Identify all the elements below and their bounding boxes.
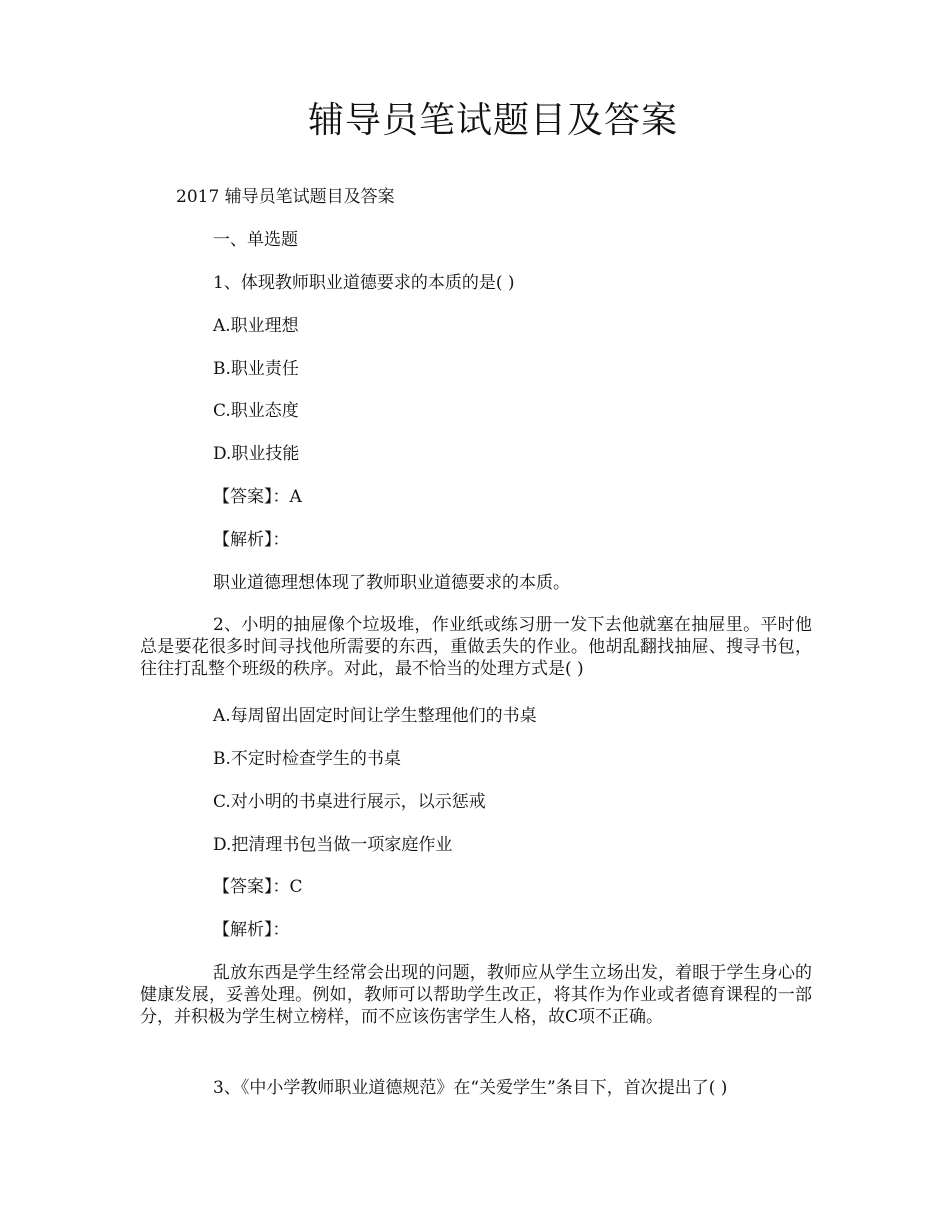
question-2-option-b: B.不定时检查学生的书桌 (213, 749, 401, 769)
question-1-analysis-label: 【解析】： (213, 530, 290, 550)
question-2-analysis-label: 【解析】： (213, 920, 290, 940)
question-2-option-d: D.把清理书包当做一项家庭作业 (213, 835, 453, 855)
question-1-answer: 【答案】：A (213, 487, 302, 507)
question-1-stem: 1、体现教师职业道德要求的本质的是( ) (213, 273, 515, 293)
question-2-analysis: 乱放东西是学生经常会出现的问题，教师应从学生立场出发，着眼于学生身心的健康发展，妥善处理。例如，教师可以帮助学生改正，将其作为作业或者德育课程的一部分，并积极为学生树立榜样，而不应该伤害学生人格，故C项不正确。 (140, 963, 812, 1027)
question-2-option-a: A.每周留出固定时间让学生整理他们的书桌 (213, 706, 537, 726)
section-heading: 一、单选题 (213, 230, 298, 250)
question-1-analysis: 职业道德理想体现了教师职业道德要求的本质。 (213, 573, 570, 593)
question-1-option-a: A.职业理想 (213, 316, 299, 336)
question-1-option-d: D.职业技能 (213, 444, 300, 464)
question-2-answer: 【答案】：C (213, 877, 303, 897)
question-2-stem: 2、小明的抽屉像个垃圾堆，作业纸或练习册一发下去他就塞在抽屉里。平时他总是要花很多时间寻找他所需要的东西，重做丢失的作业。他胡乱翻找抽屉、搜寻书包，往往打乱整个班级的秩序。对此，最不恰当的处理方式是( ) (140, 615, 812, 679)
question-3-stem: 3、《中小学教师职业道德规范》在“关爱学生”条目下，首次提出了( ) (213, 1078, 728, 1098)
question-1-option-c: C.职业态度 (213, 401, 299, 421)
document-title: 辅导员笔试题目及答案 (307, 100, 678, 141)
question-2-option-c: C.对小明的书桌进行展示，以示惩戒 (213, 792, 486, 812)
document-subtitle: 2017 辅导员笔试题目及答案 (176, 187, 395, 207)
question-1-option-b: B.职业责任 (213, 359, 299, 379)
